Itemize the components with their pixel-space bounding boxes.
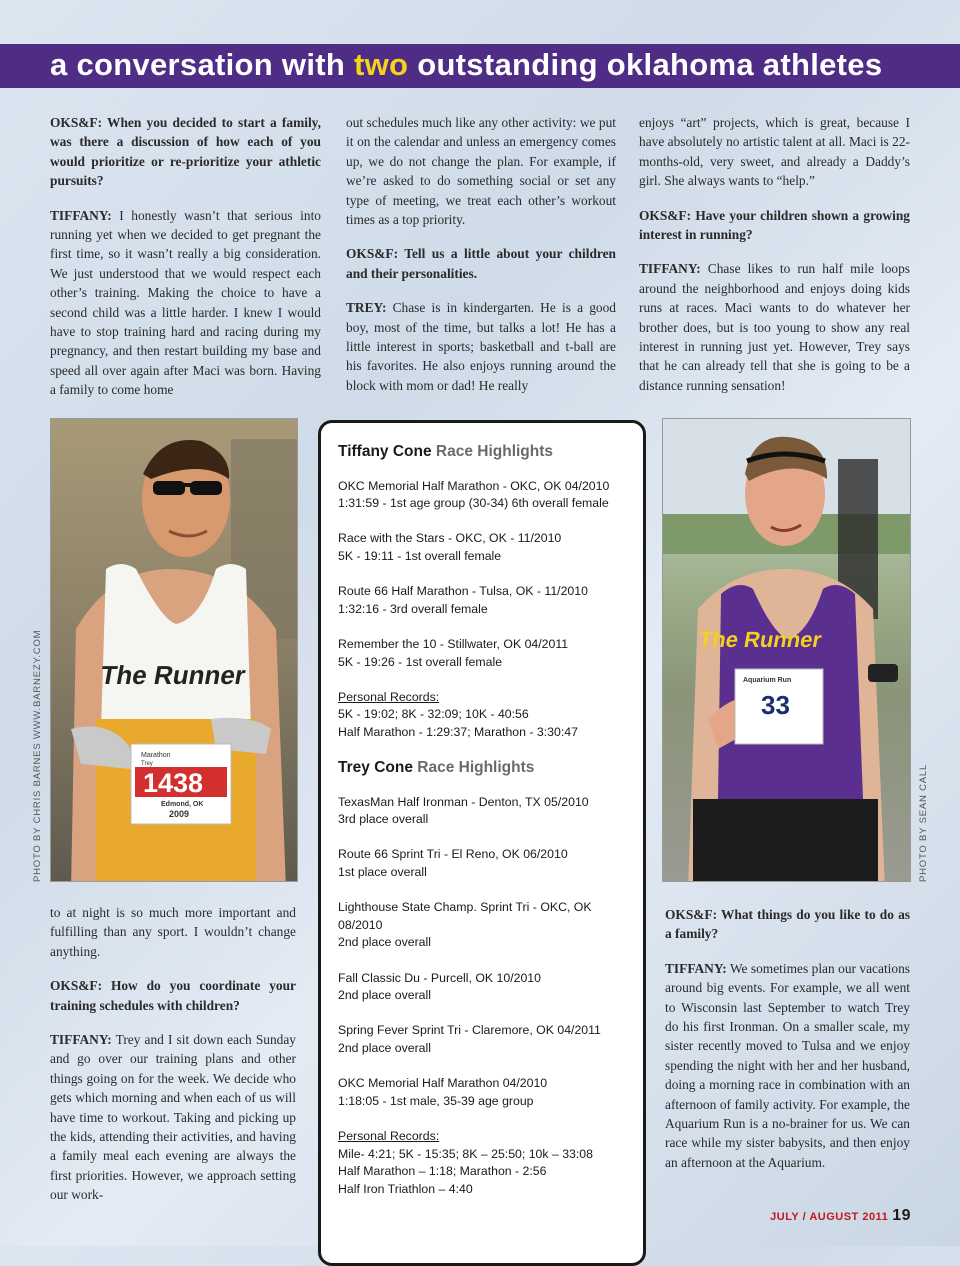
race-entry-line: Spring Fever Sprint Tri - Claremore, OK 04/2011 [338,1023,601,1038]
interview-answer [639,259,910,395]
issue-date: JULY / AUGUST 2011 [770,1211,889,1223]
bib-top-right: Aquarium Run [743,677,792,684]
interview-question [50,976,296,1015]
race-entry [338,970,630,1005]
personal-records-label: Personal Records: [338,1128,440,1143]
column-3-bottom [665,905,910,1187]
photo-trey [50,418,298,882]
tiffany-highlights-heading [338,443,630,461]
race-entry [338,583,630,618]
race-entry-line: TexasMan Half Ironman - Denton, TX 05/2010 [338,794,589,809]
race-entry-line: 1:32:16 - 3rd overall female [338,601,488,616]
speaker-label: TREY: [346,300,387,316]
article-paragraph: to at night is so much more important and fulfilling than any sport. I wouldn’t change anything. [50,905,296,959]
answer-text: We sometimes plan our vacations around big events. For example, we all went to Wisconsin last September to watch Trey do his first Ironman. On a smaller scale, my sister recently moved to Tulsa and we enjoy spending the night with her and her husband, doing a morning race in combination with an afternoon of family activity. For example, the Aquarium Run is a no-brainer for us. We can race while my sister babysits, and then enjoy an afternoon at the Aquarium. [665,960,910,1170]
race-entry [338,1075,630,1110]
question-text: OKS&F: Have your children shown a growing interest in running? [639,207,910,243]
race-entry-line: Route 66 Sprint Tri - El Reno, OK 06/2010 [338,847,568,862]
race-entry-line: 5K - 19:26 - 1st overall female [338,654,503,669]
column-1-top [50,113,321,415]
speaker-label: TIFFANY: [50,207,112,223]
photo-credit-left: PHOTO BY CHRIS BARNES WWW.BARNEZY.COM [32,629,43,882]
page-footer [770,1207,911,1225]
race-entry-line: 1st place overall [338,865,427,880]
photo-tiffany-image [663,419,910,881]
question-text: OKS&F: Tell us a little about your children and their personalities. [346,246,616,281]
column-3-top [639,113,910,410]
race-entry [338,1022,630,1057]
page-title: a conversation with two outstanding oklahoma athletes [50,47,883,82]
article-paragraph: out schedules much like any other activity: we put it on the calendar and unless an emergency comes up, we do not change the plan. For example, if we’re asked to do something social or set any type of meeting, we treat each other’s workout times as a top priority. [346,115,616,228]
bib-city-left: Edmond, OK [161,801,204,808]
race-entry-line: 08/2010 [338,917,383,932]
speaker-label: TIFFANY: [665,960,727,976]
bib-number-left: 1438 [143,768,204,798]
interview-question [50,113,321,191]
race-entry-line: 2nd place overall [338,988,431,1003]
answer-text: Chase is in kindergarten. He is a good boy, most of the time, but talks a lot! He has a little interest in sports; basketball and t-ball are his favorites. He also enjoys running around the block with mom or dad! He really [346,300,616,393]
column-1-bottom [50,903,296,1220]
answer-text: I honestly wasn’t that serious into running yet when we decided to get pregnant the first time, so it wasn’t really a big consideration. We just understood that we would respect each other’s training. Making the choice to have a second child was a little harder. I knew I would have to stop training hard and racing during my pregnancy, and then restart building my base and speed all over again after Maci was born. Having a family to come home [50,207,321,398]
race-entry [338,899,630,952]
race-entry-line: 5K - 19:11 - 1st overall female [338,548,502,563]
title-banner [0,44,960,88]
personal-record-line: 5K - 19:02; 8K - 32:09; 10K - 40:56 [338,707,529,722]
race-highlights-box [318,420,646,1266]
speaker-label: TIFFANY: [639,261,701,277]
answer-text: Trey and I sit down each Sunday and go over our training plans and other things going on for the week. We decide who gets which morning and when each of us will have time to workout. Taking and picking up the kids, attending their activities, and having a family meal each evening are always the first priorities. However, we approach setting our work- [50,1032,296,1203]
bib-number-right: 33 [761,690,790,720]
column-2-top [346,113,616,410]
race-highlights-content [338,443,630,1216]
article-paragraph: enjoys “art” projects, which is great, because I have absolutely no artistic talent at all. Maci is 22-months-old, very sweet, and already a Daddy’s girl. She always wants to “help.” [639,115,910,189]
trey-personal-records [338,1128,630,1198]
race-entry-line: 1:31:59 - 1st age group (30-34) 6th overall female [338,496,609,511]
interview-answer [346,298,616,395]
race-entry-line: Route 66 Half Marathon - Tulsa, OK - 11/2010 [338,584,588,599]
bib-name-left: Trey [141,761,153,767]
answer-text: Chase likes to run half mile loops around the neighborhood and enjoys doing kids runs at races. Maci wants to do whatever her brother does, but is too young to show any real interest in running just yet. However, Trey says that he can already tell that she is going to be a distance running sensation! [639,261,910,393]
race-entry-line: OKC Memorial Half Marathon - OKC, OK 04/2010 [338,478,610,493]
bib-year-left: 2009 [169,809,190,819]
personal-records-label: Personal Records: [338,689,440,704]
race-entry [338,530,630,565]
personal-record-line: Mile- 4:21; 5K - 15:35; 8K – 25:50; 10k – 33:08 [338,1146,593,1161]
interview-question [665,905,910,944]
bib-top-left: Marathon [141,752,171,759]
race-entry-line: Remember the 10 - Stillwater, OK 04/2011 [338,636,569,651]
trey-heading-suffix: Race Highlights [412,759,535,777]
interview-answer [50,206,321,400]
shirt-logo-right: The Runner [696,627,824,652]
page-number: 19 [892,1207,911,1224]
title-highlight: two [354,47,409,82]
race-entry-line: Lighthouse State Champ. Sprint Tri - OKC, OK [338,900,592,915]
tiffany-personal-records [338,689,630,742]
race-entry [338,846,630,881]
race-entry [338,478,630,513]
interview-question [639,206,910,245]
trey-highlights-heading [338,759,630,777]
trey-name: Trey Cone [338,759,413,777]
race-entry-line: 3rd place overall [338,812,429,827]
race-entry-line: Race with the Stars - OKC, OK - 11/2010 [338,531,562,546]
personal-record-line: Half Iron Triathlon – 4:40 [338,1181,473,1196]
tiffany-heading-suffix: Race Highlights [431,443,554,460]
personal-record-line: Half Marathon – 1:18; Marathon - 2:56 [338,1164,547,1179]
question-text: OKS&F: What things do you like to do as a family? [665,907,910,942]
interview-answer [50,1030,296,1205]
photo-tiffany [662,418,911,882]
race-entry-line: Fall Classic Du - Purcell, OK 10/2010 [338,970,541,985]
photo-credit-right: PHOTO BY SEAN CALL [918,763,929,882]
race-entry-line: 1:18:05 - 1st male, 35-39 age group [338,1093,534,1108]
race-entry-line: 2nd place overall [338,1041,431,1055]
photo-trey-image [51,419,297,881]
race-entry [338,794,630,829]
interview-answer [665,959,910,1172]
speaker-label: TIFFANY: [50,1032,112,1048]
personal-record-line: Half Marathon - 1:29:37; Marathon - 3:30:47 [338,724,578,739]
question-text: OKS&F: When you decided to start a family, was there a discussion of how each of you would prioritize or re-prioritize your athletic pursuits? [50,115,321,189]
tiffany-name: Tiffany Cone [338,443,432,460]
race-entry-line: OKC Memorial Half Marathon 04/2010 [338,1076,548,1091]
race-entry [338,636,630,671]
race-entry-line: 2nd place overall [338,935,431,950]
interview-question [346,244,616,283]
question-text: OKS&F: How do you coordinate your training schedules with children? [50,978,296,1013]
shirt-logo-left: The Runner [98,660,248,690]
